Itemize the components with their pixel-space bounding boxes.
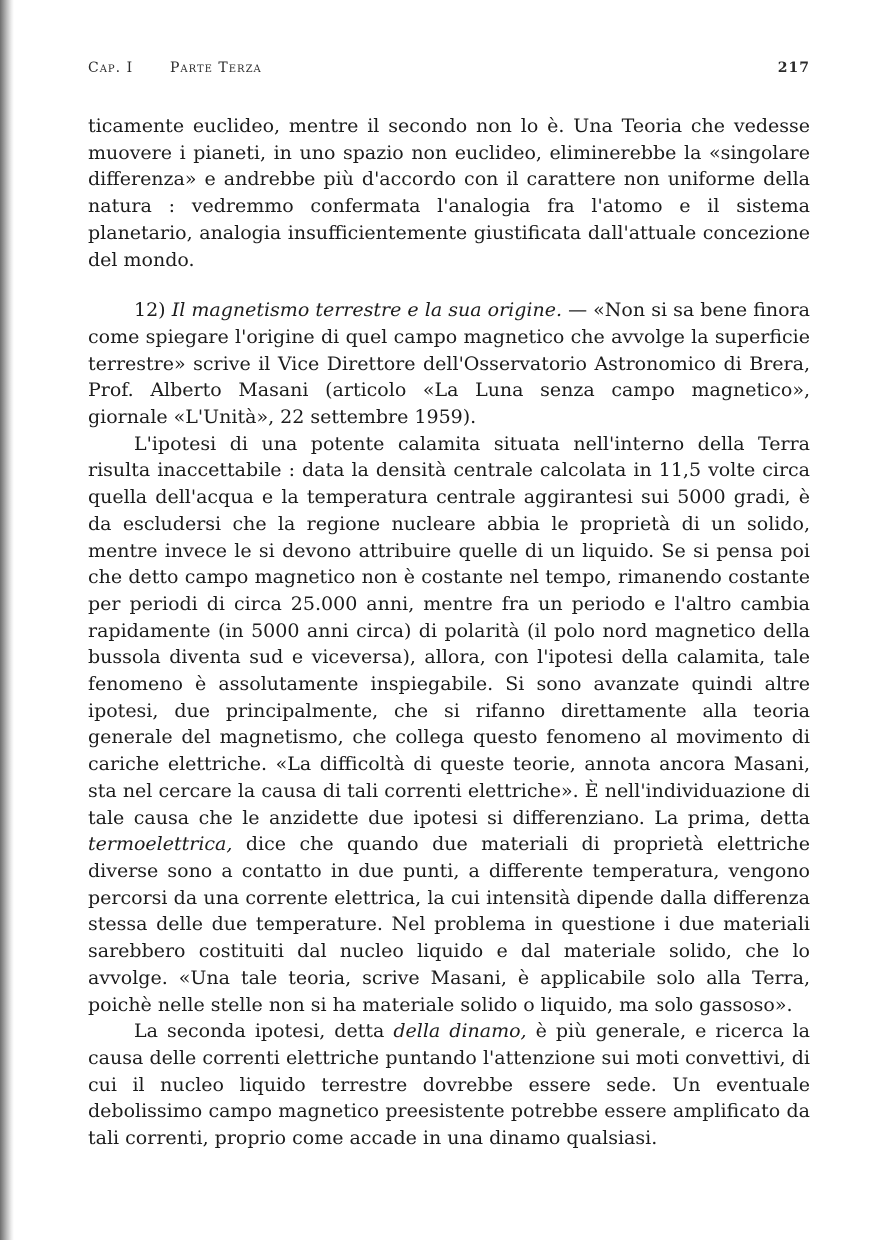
book-page xyxy=(88,56,810,1152)
body-text xyxy=(88,113,810,1152)
running-head xyxy=(88,56,810,86)
paragraph-dynamo xyxy=(88,1018,810,1152)
paragraph-text: L'ipotesi di una potente calamita situata nell'interno della Terra risulta inaccettabile : data la densità centrale calcolata in 11,5 volte circa quella dell'acqua e la temperatura centrale aggirantesi sui 5000 gradi, è da escludersi che la regione nucleare abbia le proprietà di un solido, mentre invece le si devono attribuire quelle di un liquido. Se si pensa poi che detto campo magnetico non è costante nel tempo, rimanendo costante per periodi di circa 25.000 anni, mentre fra un periodo e l'altro cambia rapidamente (in 5000 anni circa) di polarità (il polo nord magnetico della bussola diventa sud e viceversa), allora, con l'ipotesi della calamita, tale fenomeno è assolutamente inspiegabile. Si sono avanzate quindi altre ipotesi, due principalmente, che si rifanno direttamente alla teoria generale del magnetismo, che collega questo fenomeno al movimento di cariche elettriche. «La difficoltà di queste teorie, annota ancora Masani, sta nel cercare la causa di tali correnti elettriche». È nell'individuazione di tale causa che le anzidette due ipotesi si differenziano. La prima, detta xyxy=(88,432,810,829)
section-number: 12) xyxy=(134,299,166,322)
section-intro-text: — «Non si sa bene finora come spiegare l'origine di quel campo magnetico che avvolge la superficie terrestre» scrive il Vice Direttore dell'Osservatorio Astronomico di Brera, Prof. Alberto Masani (articolo «La Luna senza campo magnetico», giornale «L'Unità», 22 settembre 1959). xyxy=(88,299,810,429)
paragraph-hypotheses xyxy=(88,431,810,1018)
section-title: Il magnetismo terrestre e la sua origine. xyxy=(171,299,563,322)
paragraph-text: è più generale, e ricerca la causa delle correnti elettriche puntando l'attenzione sui moti convettivi, di cui il nucleo liquido terrestre dovrebbe essere sede. Un eventuale debolissimo campo magnetico preesistente potrebbe essere amplificato da tali correnti, proprio come accade in una dinamo qualsiasi. xyxy=(88,1020,810,1150)
book-spine-shadow xyxy=(0,0,14,1240)
term-termoelettrica: termoelettrica, xyxy=(88,833,233,856)
paragraph-section-12 xyxy=(88,297,810,431)
part-label: Parte Terza xyxy=(170,60,262,76)
term-dinamo: della dinamo, xyxy=(393,1020,527,1043)
paragraph-continued: ticamente euclideo, mentre il secondo non lo è. Una Teoria che vedesse muovere i pianeti, in uno spazio non euclideo, eliminerebbe la «singolare differenza» e andrebbe più d'accordo con il carattere non uniforme della natura : vedremmo confermata l'analogia fra l'atomo e il sistema planetario, analogia insufficientemente giustificata dall'attuale concezione del mondo. xyxy=(88,115,810,271)
paragraph-text: La seconda ipotesi, detta xyxy=(134,1020,394,1043)
chapter-label: Cap. I xyxy=(88,60,134,76)
paragraph-text: dice che quando due materiali di proprietà elettriche diverse sono a contatto in due punti, a differente temperatura, vengono percorsi da una corrente elettrica, la cui intensità dipende dalla differenza stessa delle due temperature. Nel problema in questione i due materiali sarebbero costituiti dal nucleo liquido e dal materiale solido, che lo avvolge. «Una tale teoria, scrive Masani, è applicabile solo alla Terra, poichè nelle stelle non si ha materiale solido o liquido, ma solo gassoso». xyxy=(88,833,810,1016)
page-number: 217 xyxy=(777,60,810,76)
